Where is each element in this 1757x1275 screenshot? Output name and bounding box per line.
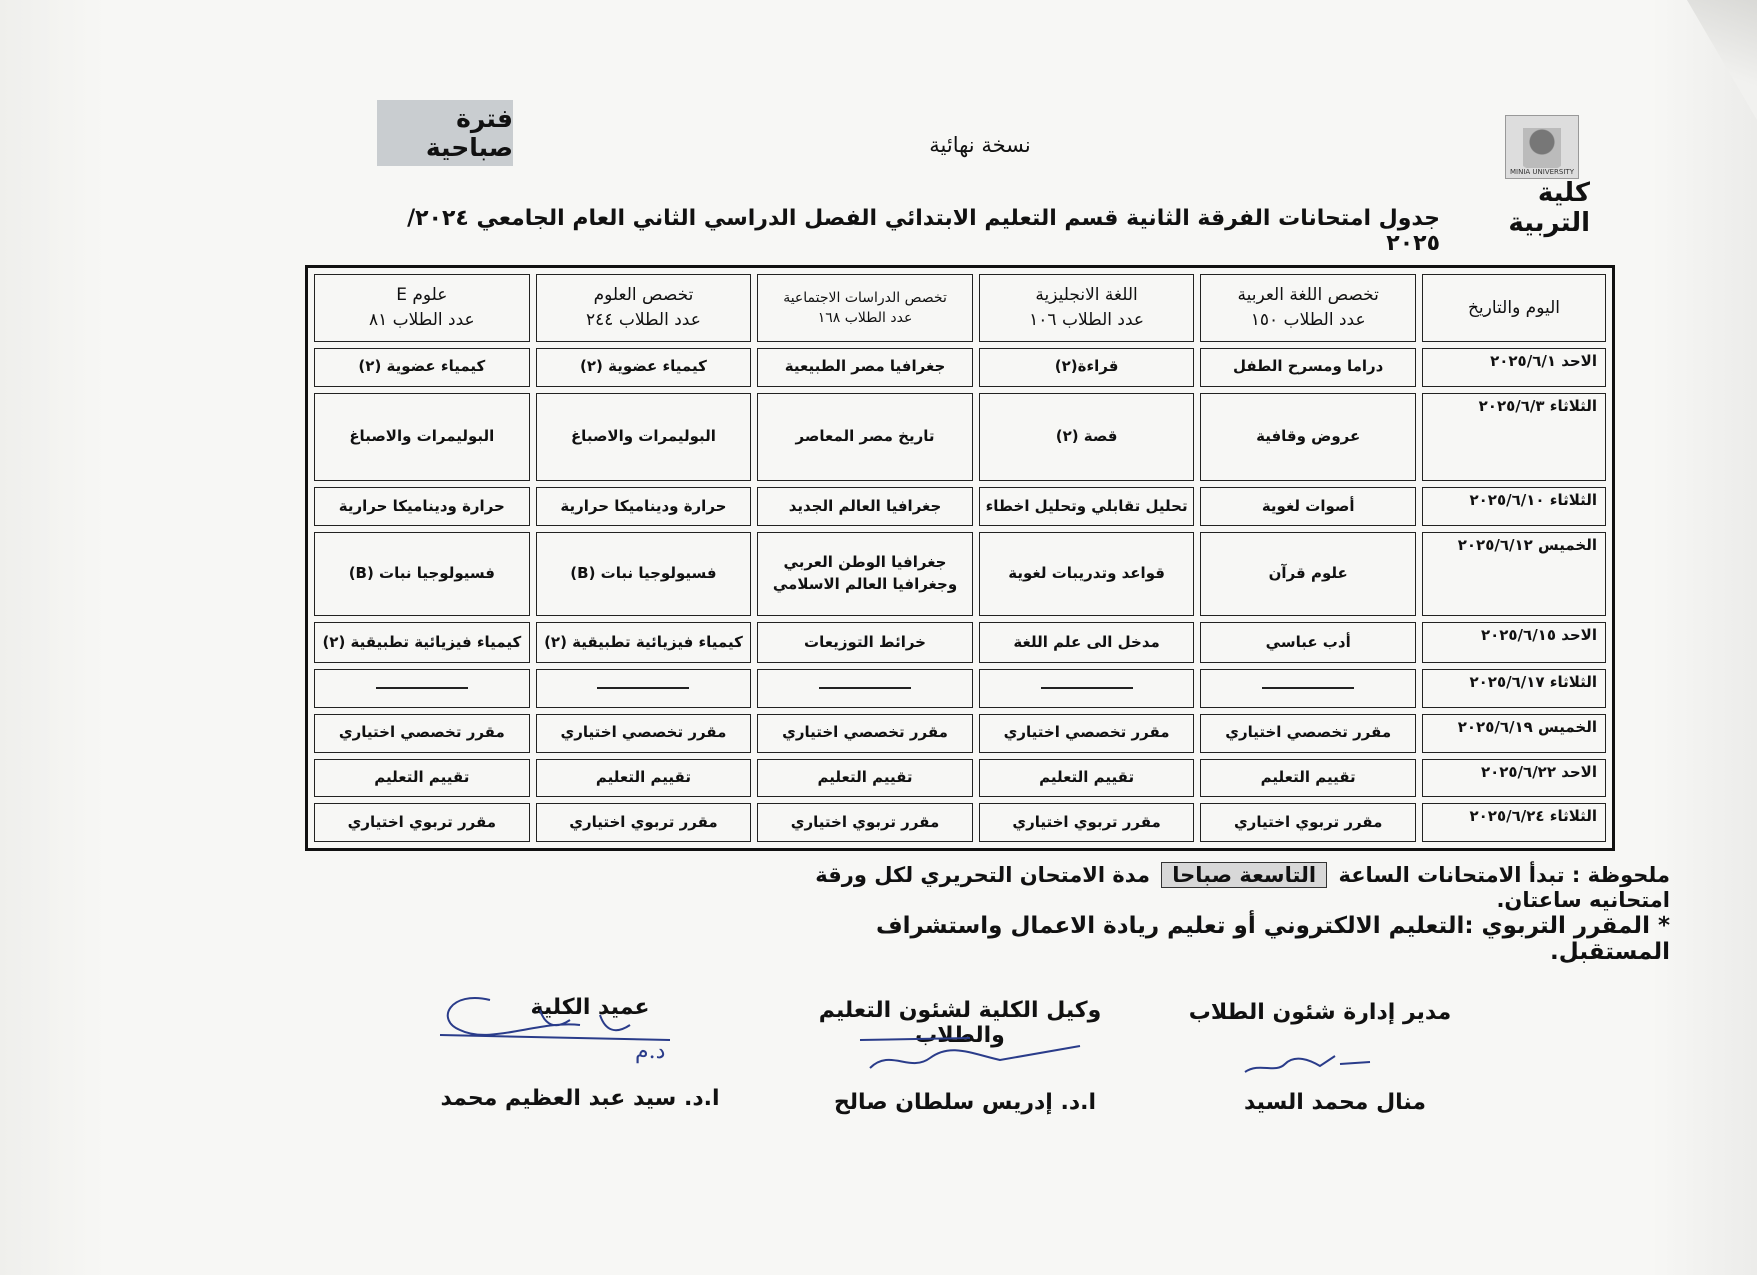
table-cell: مقرر تخصصي اختياري [979,714,1195,753]
table-cell: أصوات لغوية [1200,487,1416,526]
table-row [314,393,1606,482]
svg-text:د.م: د.م [635,1039,666,1064]
table-row [314,622,1606,663]
row-date: الاحد ٢٠٢٥/٦/٢٢ [1422,759,1606,798]
table-cell: عروض وقافية [1200,393,1416,482]
table-cell: كيمياء عضوية (٢) [536,348,752,387]
table-cell: قراءة(٢) [979,348,1195,387]
table-cell: البوليمرات والاصباغ [314,393,530,482]
university-logo [1505,115,1579,179]
table-row [314,348,1606,387]
empty-cell [1200,669,1416,708]
dash-line [1041,687,1133,689]
signature-title-dean: عميد الكلية [530,995,650,1020]
signature-name-student-affairs: منال محمد السيد [1243,1090,1427,1115]
final-version-label: نسخة نهائية [929,133,1031,157]
table-cell: فسيولوجيا نبات (B) [536,532,752,616]
row-date: الثلاثاء ٢٠٢٥/٦/١٧ [1422,669,1606,708]
table-cell: مقرر تربوي اختياري [979,803,1195,842]
table-cell: حرارة وديناميكا حرارية [536,487,752,526]
row-date: الاحد ٢٠٢٥/٦/١ [1422,348,1606,387]
table-cell: كيمياء فيزيائية تطبيقية (٢) [536,622,752,663]
table-cell: مدخل الى علم اللغة [979,622,1195,663]
table-cell: جغرافيا مصر الطبيعية [757,348,973,387]
row-date: الخميس ٢٠٢٥/٦/١٩ [1422,714,1606,753]
table-cell: قواعد وتدريبات لغوية [979,532,1195,616]
table-cell: قصة (٢) [979,393,1195,482]
table-cell: تقييم التعليم [314,759,530,798]
course-note: * المقرر التربوي :التعليم الالكتروني أو تعليم ريادة الاعمال واستشراف المستقبل. [875,913,1670,965]
row-date: الاحد ٢٠٢٥/٦/١٥ [1422,622,1606,663]
table-row [314,669,1606,708]
table-cell: تقييم التعليم [1200,759,1416,798]
table-row [314,759,1606,798]
table-cell: مقرر تخصصي اختياري [1200,714,1416,753]
header-english: اللغة الانجليزية عدد الطلاب ١٠٦ [979,274,1195,342]
table-cell: فسيولوجيا نبات (B) [314,532,530,616]
table-row [314,803,1606,842]
empty-cell [979,669,1195,708]
signature-title-vice-dean: وكيل الكلية لشئون التعليم والطلاب [818,998,1102,1048]
table-cell: تاريخ مصر المعاصر [757,393,973,482]
table-cell: أدب عباسي [1200,622,1416,663]
header-science: تخصص العلوم عدد الطلاب ٢٤٤ [536,274,752,342]
start-time-box: التاسعة صباحا [1161,862,1327,888]
table-cell: دراما ومسرح الطفل [1200,348,1416,387]
table-cell: تقييم التعليم [536,759,752,798]
table-cell: مقرر تخصصي اختياري [314,714,530,753]
table-header-row [314,274,1606,342]
header-social-studies: تخصص الدراسات الاجتماعية عدد الطلاب ١٦٨ [757,274,973,342]
table-cell: حرارة وديناميكا حرارية [314,487,530,526]
table-cell: تقييم التعليم [757,759,973,798]
row-date: الثلاثاء ٢٠٢٥/٦/٣ [1422,393,1606,482]
table-cell: مقرر تربوي اختياري [1200,803,1416,842]
table-row [314,532,1606,616]
table-cell: تحليل تقابلي وتحليل اخطاء [979,487,1195,526]
table-cell: خرائط التوزيعات [757,622,973,663]
table-cell: علوم قرآن [1200,532,1416,616]
table-cell: مقرر تخصصي اختياري [757,714,973,753]
table-cell: جغرافيا العالم الجديد [757,487,973,526]
empty-cell [536,669,752,708]
table-cell: مقرر تربوي اختياري [757,803,973,842]
dash-line [597,687,689,689]
table-cell: مقرر تربوي اختياري [536,803,752,842]
row-date: الثلاثاء ٢٠٢٥/٦/١٠ [1422,487,1606,526]
start-time-note [760,862,1670,912]
signature-mark-dean [430,990,720,1070]
note-prefix: ملحوظة : تبدأ الامتحانات الساعة [1338,863,1670,887]
signature-mark-vice-dean [850,1028,1090,1078]
signature-mark-student-affairs [1240,1042,1380,1082]
header-date: اليوم والتاريخ [1422,274,1606,342]
dash-line [376,687,468,689]
table-cell: كيمياء عضوية (٢) [314,348,530,387]
note-suffix: مدة الامتحان التحريري لكل ورقة امتحانيه ساعتان. [815,863,1670,912]
signature-name-dean: ا.د. سيد عبد العظيم محمد [440,1086,720,1111]
empty-cell [314,669,530,708]
row-date: الخميس ٢٠٢٥/٦/١٢ [1422,532,1606,616]
dash-line [819,687,911,689]
period-badge: فترة صباحية [377,100,513,166]
page-title: جدول امتحانات الفرقة الثانية قسم التعليم الابتدائي الفصل الدراسي الثاني العام الجامعي ٢٠٢٤/ ٢٠٢٥ [407,206,1440,256]
table-cell: مقرر تربوي اختياري [314,803,530,842]
header-arabic: تخصص اللغة العربية عدد الطلاب ١٥٠ [1200,274,1416,342]
table-cell: كيمياء فيزيائية تطبيقية (٢) [314,622,530,663]
table-cell: تقييم التعليم [979,759,1195,798]
header-science-e: علوم E عدد الطلاب ٨١ [314,274,530,342]
logo-emblem-icon [1523,128,1561,168]
faculty-name: كلية التربية [1508,178,1590,238]
dash-line [1262,687,1354,689]
table-cell: مقرر تخصصي اختياري [536,714,752,753]
logo-caption: MINIA UNIVERSITY [1510,168,1574,176]
signature-name-vice-dean: ا.د. إدريس سلطان صالح [833,1090,1097,1115]
signature-title-student-affairs: مدير إدارة شئون الطلاب [1188,1000,1452,1025]
row-date: الثلاثاء ٢٠٢٥/٦/٢٤ [1422,803,1606,842]
exam-schedule-table [305,265,1615,851]
table-row [314,487,1606,526]
empty-cell [757,669,973,708]
table-cell: جغرافيا الوطن العربي وجغرافيا العالم الاسلامي [757,532,973,616]
table-cell: البوليمرات والاصباغ [536,393,752,482]
table-row [314,714,1606,753]
